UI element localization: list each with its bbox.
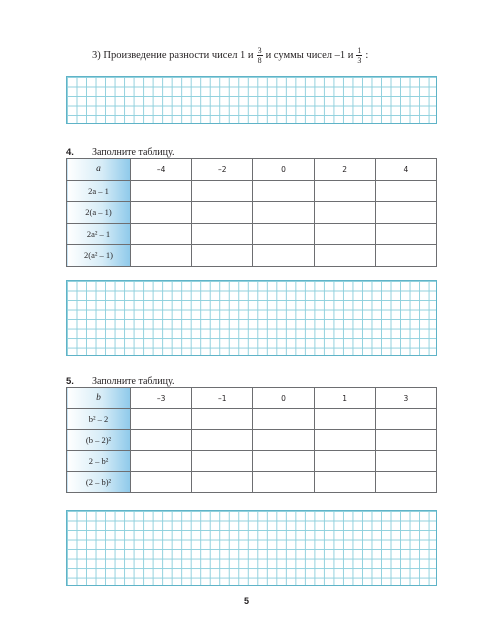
column-value-header: –3 xyxy=(131,388,192,409)
answer-grid-task-4[interactable] xyxy=(66,280,437,356)
fraction-denominator: 3 xyxy=(357,56,362,65)
expression-label-cell: 2(a² – 1) xyxy=(67,245,131,267)
column-value-header: 0 xyxy=(253,159,314,181)
fraction-three-eighths xyxy=(257,46,263,65)
answer-cell[interactable] xyxy=(375,409,436,430)
task-instruction: Заполните таблицу. xyxy=(91,376,175,387)
expression-label-cell: 2 – b² xyxy=(67,451,131,472)
answer-cell[interactable] xyxy=(253,472,314,493)
column-value-header: 3 xyxy=(375,388,436,409)
column-value-header: –4 xyxy=(131,159,192,181)
column-value-header: –1 xyxy=(192,388,253,409)
answer-cell[interactable] xyxy=(131,245,192,267)
task-number: 4. xyxy=(66,147,74,158)
answer-cell[interactable] xyxy=(253,245,314,267)
column-value-header: –2 xyxy=(192,159,253,181)
table-row xyxy=(67,180,437,202)
fraction-denominator: 8 xyxy=(257,56,262,65)
table-row xyxy=(67,223,437,245)
column-value-header: 4 xyxy=(375,159,436,181)
answer-cell[interactable] xyxy=(131,451,192,472)
answer-cell[interactable] xyxy=(253,180,314,202)
answer-cell[interactable] xyxy=(192,180,253,202)
answer-cell[interactable] xyxy=(192,430,253,451)
item-3-text xyxy=(92,46,368,65)
task-5-table xyxy=(66,387,437,493)
expression-label-cell: 2a² – 1 xyxy=(67,223,131,245)
answer-cell[interactable] xyxy=(314,180,375,202)
answer-cell[interactable] xyxy=(314,202,375,224)
answer-cell[interactable] xyxy=(192,451,253,472)
answer-cell[interactable] xyxy=(131,409,192,430)
table-row xyxy=(67,451,437,472)
table-row xyxy=(67,245,437,267)
column-value-header: 2 xyxy=(314,159,375,181)
expression-label-cell: (b – 2)² xyxy=(67,430,131,451)
answer-cell[interactable] xyxy=(314,223,375,245)
task-number: 5. xyxy=(66,376,74,387)
answer-cell[interactable] xyxy=(131,180,192,202)
fraction-one-third xyxy=(356,46,362,65)
answer-cell[interactable] xyxy=(314,430,375,451)
answer-cell[interactable] xyxy=(253,202,314,224)
answer-grid-item-3[interactable] xyxy=(66,76,437,124)
column-value-header: 1 xyxy=(314,388,375,409)
answer-grid-task-5[interactable] xyxy=(66,510,437,586)
item-3-middle: и суммы чисел –1 и xyxy=(265,50,354,61)
variable-header-cell: b xyxy=(67,388,131,409)
answer-cell[interactable] xyxy=(375,472,436,493)
answer-cell[interactable] xyxy=(192,245,253,267)
answer-cell[interactable] xyxy=(253,223,314,245)
answer-cell[interactable] xyxy=(314,451,375,472)
answer-cell[interactable] xyxy=(375,180,436,202)
answer-cell[interactable] xyxy=(131,202,192,224)
answer-cell[interactable] xyxy=(314,245,375,267)
table-row xyxy=(67,430,437,451)
task-instruction: Заполните таблицу. xyxy=(91,147,175,158)
table-row xyxy=(67,409,437,430)
answer-cell[interactable] xyxy=(253,451,314,472)
answer-cell[interactable] xyxy=(375,223,436,245)
expression-label-cell: b² – 2 xyxy=(67,409,131,430)
variable-header-cell: a xyxy=(67,159,131,181)
item-3-suffix: : xyxy=(365,50,369,61)
answer-cell[interactable] xyxy=(131,223,192,245)
answer-cell[interactable] xyxy=(314,472,375,493)
column-value-header: 0 xyxy=(253,388,314,409)
table-row xyxy=(67,202,437,224)
page-number: 5 xyxy=(244,596,250,606)
answer-cell[interactable] xyxy=(192,223,253,245)
expression-label-cell: 2a – 1 xyxy=(67,180,131,202)
task-4-table xyxy=(66,158,437,267)
answer-cell[interactable] xyxy=(375,451,436,472)
answer-cell[interactable] xyxy=(253,409,314,430)
answer-cell[interactable] xyxy=(375,245,436,267)
answer-cell[interactable] xyxy=(314,409,375,430)
fraction-numerator: 3 xyxy=(257,46,262,55)
answer-cell[interactable] xyxy=(375,202,436,224)
expression-label-cell: (2 – b)² xyxy=(67,472,131,493)
answer-cell[interactable] xyxy=(192,409,253,430)
answer-cell[interactable] xyxy=(192,202,253,224)
answer-cell[interactable] xyxy=(253,430,314,451)
expression-label-cell: 2(a – 1) xyxy=(67,202,131,224)
answer-cell[interactable] xyxy=(131,472,192,493)
item-3-prefix: 3) Произведение разности чисел 1 и xyxy=(92,50,254,61)
answer-cell[interactable] xyxy=(375,430,436,451)
table-row xyxy=(67,472,437,493)
answer-cell[interactable] xyxy=(192,472,253,493)
fraction-numerator: 1 xyxy=(357,46,362,55)
answer-cell[interactable] xyxy=(131,430,192,451)
